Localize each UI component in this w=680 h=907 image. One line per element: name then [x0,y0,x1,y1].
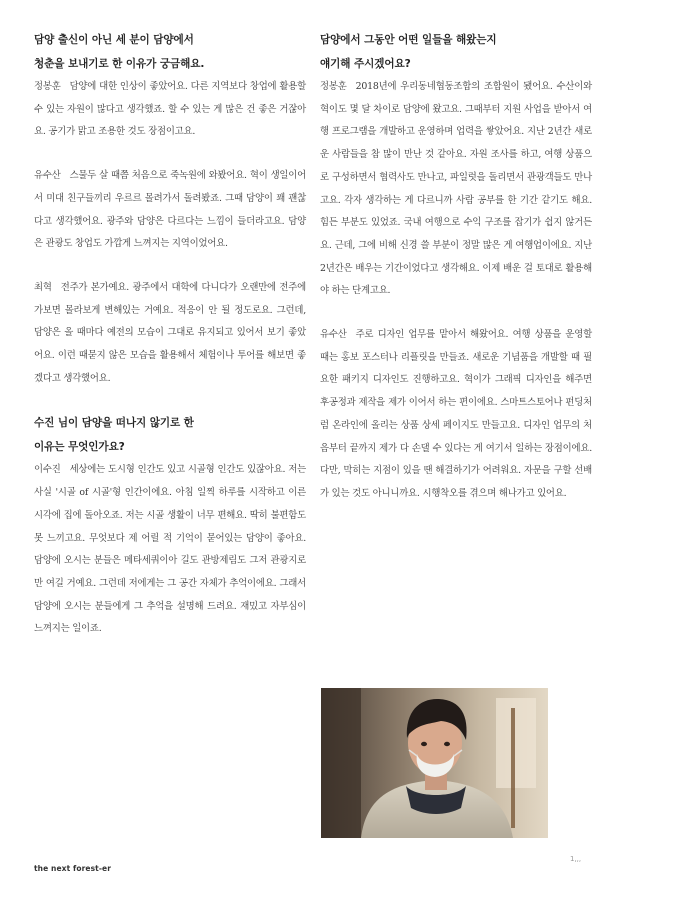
interviewee-photo [321,688,548,838]
speaker-name: 최혁 [34,281,52,293]
person-photo-icon [321,688,548,838]
publication-name: the next forest-er [34,864,112,873]
interview-answer [320,76,592,303]
interview-answer [34,76,306,144]
answer-text: 스물두 살 때쯤 처음으로 죽녹원에 와봤어요. 혁이 생일이어서 미대 친구들끼리 우르르 몰려가서 돌려봤죠. 그때 담양이 꽤 괜찮다고 생각했어요. 광주와 담양은 다르다는 느낌이 들더라고요. 담양은 관광도 창업도 가깝게 느껴지는 지역이었어요. [34,170,306,250]
interview-question [34,411,306,459]
answer-text: 전주가 본가예요. 광주에서 대학에 다니다가 오랜만에 전주에 가보면 몰라보게 변해있는 거예요. 적응이 안 될 정도로요. 그런데, 담양은 올 때마다 예전의 모습이 그대로 유지되고 있어서 보기 좋았어요. 이런 때묻지 않은 모습을 활용해서 체험이나 투어를 해보면 좋겠다고 생각했어요. [34,281,306,384]
speaker-name: 유수산 [320,329,347,341]
interview-question [320,28,592,76]
speaker-name: 정봉훈 [34,81,61,92]
interview-question [34,28,306,76]
page-mark [570,855,581,864]
right-column [320,28,592,527]
question-line: 담양에서 그동안 어떤 일들을 해왔는지 [320,34,497,46]
question-line: 얘기해 주시겠어요? [320,58,411,70]
answer-text: 주로 디자인 업무를 맡아서 해왔어요. 여행 상품을 운영할 때는 홍보 포스터나 리플릿을 만들죠. 새로운 기념품을 개발할 때 필요한 패키지 디자인도 진행하고요. 혁이가 그래픽 디자인을 해주면 후공정과 제작을 제가 이어서 하는 편이에요. 스마트스토어나 펀딩처럼 온라인에 올리는 상품 상세 페이지도 만들고요. 디자인 업무의 처음부터 끝까지 제가 다 손댈 수 있다는 게 여기서 일하는 장점이에요. 다만, 막히는 지점이 있을 땐 해결하기가 어려워요. 자문을 구할 선배가 있는 것도 아니니까요. 시행착오를 겪으며 해나가고 있어요. [320,329,592,499]
speaker-name: 정봉훈 [320,81,347,92]
page-mark-text: 1,,, [570,855,582,863]
interview-answer [34,277,306,391]
answer-text: 2018년에 우리동네협동조합의 조합원이 됐어요. 수산이와 혁이도 몇 달 차이로 담양에 왔고요. 그때부터 지원 사업을 받아서 여행 프로그램을 개발하고 운영하며 업력을 쌓았어요. 지난 2년간 새로운 사람들을 참 많이 만난 것 같아요. 자원 조사를 하고, 여행 상품으로 구성하면서 협력사도 만나고, 파일럿을 돌리면서 관광객들도 만나고요. 각자 생각하는 게 다르니까 사람 공부를 한 기간 같기도 해요. 힘든 부분도 있었죠. 국내 여행으로 수익 구조를 잡기가 쉽지 않거든요. 근데, 그에 비해 신경 쓸 부분이 정말 많은 게 여행업이에요. 지난 2년간은 배우는 기간이었다고 생각해요. 이제 배운 걸 토대로 활용해야 하는 단계고요. [320,81,592,297]
interview-answer [34,165,306,256]
question-line: 이유는 무엇인가요? [34,441,125,454]
left-column [34,28,306,662]
answer-text: 담양에 대한 인상이 좋았어요. 다른 지역보다 창업에 활용할 수 있는 자원이 많다고 생각했죠. 할 수 있는 게 많은 건 좋은 거잖아요. 공기가 맑고 조용한 것도 장점이고요. [34,81,306,138]
speaker-name: 유수산 [34,170,61,182]
question-line: 수진 님이 담양을 떠나지 않기로 한 [34,417,194,430]
speaker-name: 이수진 [34,464,61,476]
interview-answer [320,324,592,506]
question-line: 담양 출신이 아닌 세 분이 담양에서 [34,34,194,46]
answer-text: 세상에는 도시형 인간도 있고 시골형 인간도 있잖아요. 저는 사실 '시골 of 시골'형 인간이에요. 아침 일찍 하루를 시작하고 이른 시각에 집에 돌아오죠. 저는 시골 생활이 너무 편해요. 딱히 불편함도 못 느끼고요. 무엇보다 제 어릴 적 기억이 묻어있는 담양이 좋아요. 담양에 오시는 분들은 메타세쿼이아 길도 관방제림도 그저 관광지로만 여길 거예요. 그런데 저에게는 그 공간 자체가 추억이에요. 그래서 담양에 오시는 분들에게 그 추억을 설명해 드려요. 재밌고 자부심이 느껴지는 일이죠. [34,464,306,635]
interview-answer [34,459,306,641]
question-line: 청춘을 보내기로 한 이유가 궁금해요. [34,58,205,70]
